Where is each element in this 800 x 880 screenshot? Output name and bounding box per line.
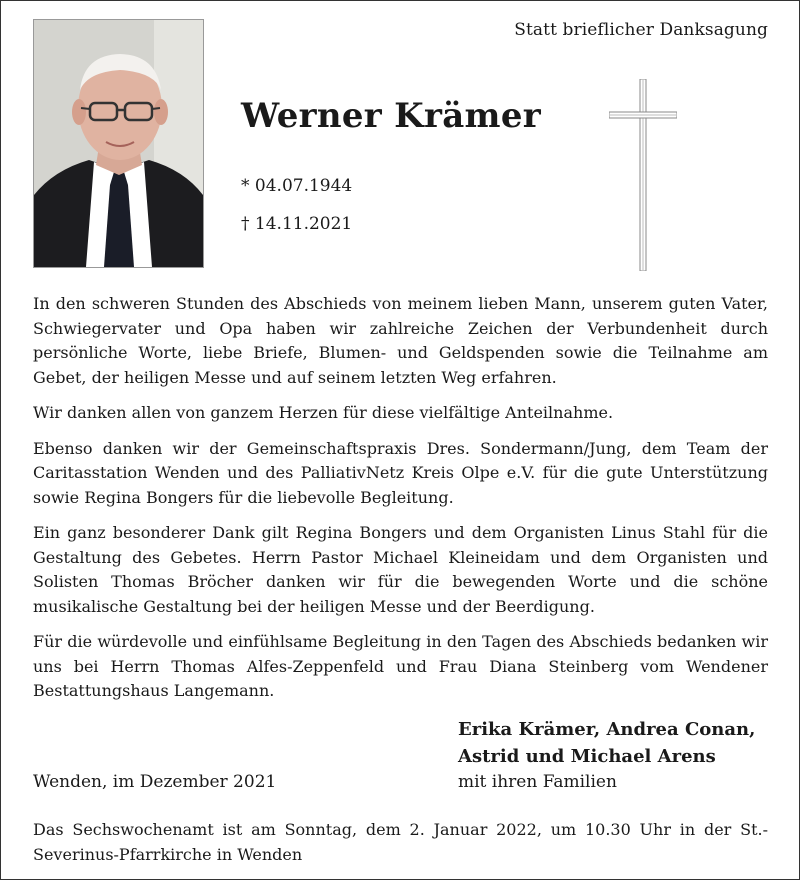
signers [458, 716, 755, 770]
mass-note: Das Sechswochenamt ist am Sonntag, dem 2. Januar 2022, um 10.30 Uhr in der St.-Severinus-Pfarrkirche in Wenden [33, 820, 768, 864]
paragraph-5: Für die würdevolle und einfühlsame Begleitung in den Tagen des Abschieds bedanken wir uns bei Herrn Thomas Alfes-Zeppenfeld und Frau Diana Steinberg vom Wendener Bestattungshaus Langemann. [33, 632, 768, 700]
paragraph-2: Wir danken allen von ganzem Herzen für diese vielfältige Anteilnahme. [33, 403, 614, 422]
birth-date: * 04.07.1944 [241, 176, 353, 196]
portrait-photo [33, 19, 204, 268]
death-date: † 14.11.2021 [241, 214, 353, 234]
cross-icon [609, 79, 677, 275]
signers-line-2: Astrid und Michael Arens [458, 746, 716, 767]
portrait-illustration [34, 20, 203, 267]
paragraph-4: Ein ganz besonderer Dank gilt Regina Bongers und dem Organisten Linus Stahl für die Gestaltung des Gebetes. Herrn Pastor Michael Kleineidam und dem Organisten und Solisten Thomas Bröcher danken wir für die bewegenden Worte und die schöne musikalische Gestaltung bei der heiligen Messe und der Beerdigung. [33, 523, 768, 616]
paragraph-1: In den schweren Stunden des Abschieds von meinem lieben Mann, unserem guten Vater, Schwiegervater und Opa haben wir zahlreiche Zeichen der Verbundenheit durch persönliche Worte, liebe Briefe, Blumen- und Geldspenden sowie die Teilnahme am Gebet, der heiligen Messe und auf seinem letzten Weg erfahren. [33, 294, 768, 387]
paragraph-3: Ebenso danken wir der Gemeinschaftspraxis Dres. Sondermann/Jung, dem Team der Caritasstation Wenden und des PalliativNetz Kreis Olpe e.V. für die gute Unterstützung sowie Regina Bongers für die liebevolle Begleitung. [33, 438, 768, 507]
signers-line-1: Erika Krämer, Andrea Conan, [458, 719, 756, 740]
deceased-name: Werner Krämer [241, 96, 541, 136]
header-note: Statt brieflicher Danksagung [514, 20, 768, 40]
families-note: mit ihren Familien [458, 772, 617, 792]
place-date: Wenden, im Dezember 2021 [33, 772, 277, 792]
thank-you-text [33, 292, 768, 715]
